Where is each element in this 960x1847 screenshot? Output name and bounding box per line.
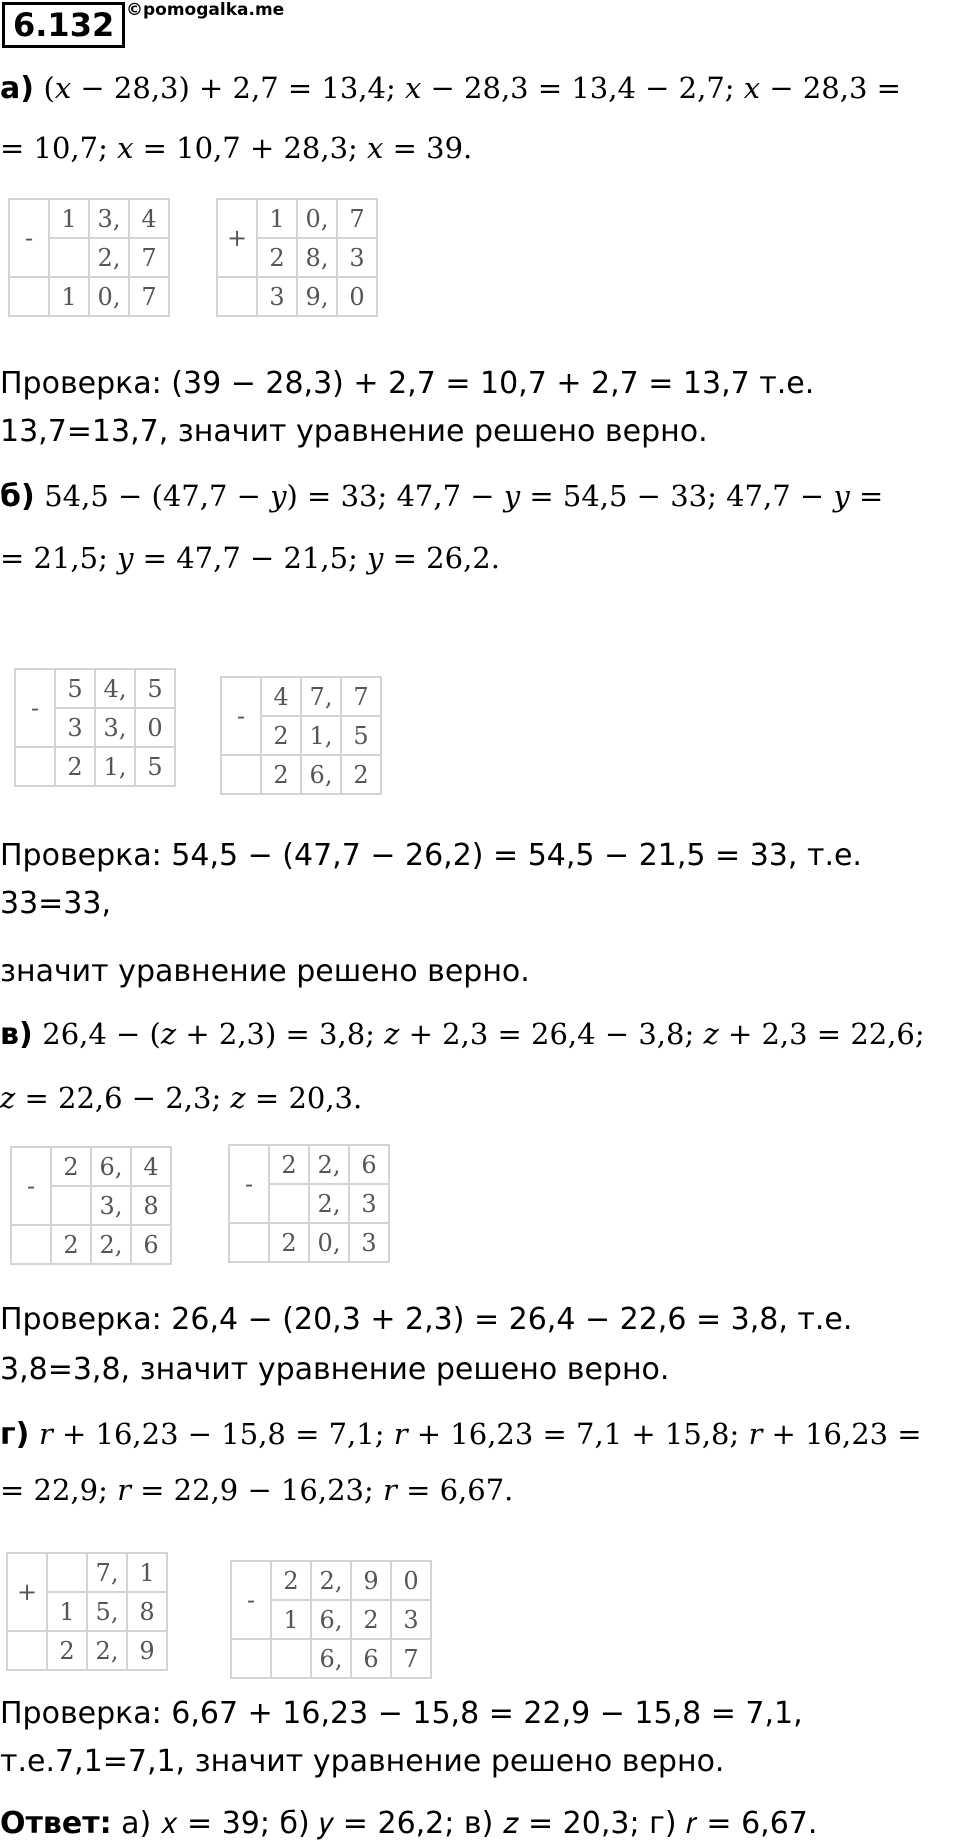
- result-cell: 2,: [87, 1631, 127, 1670]
- answer-line: [0, 1804, 817, 1844]
- part-b-math-line1: 54,5 − (47,7 − 𝑦) = 33; 47,7 − 𝑦 = 54,5 − 33; 47,7 − 𝑦 =: [44, 479, 884, 513]
- digit-cell: 2,: [309, 1184, 349, 1223]
- operator-sign: +: [7, 1553, 47, 1631]
- digit-cell: 5,: [87, 1592, 127, 1631]
- digit-cell: 7: [337, 199, 377, 238]
- digit-cell: 1: [257, 199, 297, 238]
- digit-cell: 3,: [91, 1186, 131, 1225]
- result-cell: 2: [55, 747, 95, 786]
- digit-cell: [47, 1553, 87, 1592]
- result-cell: 1,: [95, 747, 135, 786]
- part-v-equation-line1: [0, 1014, 925, 1055]
- part-g-equation-line2: = 22,9; 𝑟 = 22,9 − 16,23; 𝑟 = 6,67.: [0, 1473, 514, 1507]
- part-g-column-calc-2: [230, 1560, 432, 1679]
- part-g-label: г): [0, 1417, 30, 1452]
- part-v-math-line1: 26,4 − (𝑧 + 2,3) = 3,8; 𝑧 + 2,3 = 26,4 − 3,8; 𝑧 + 2,3 = 22,6;: [42, 1017, 925, 1051]
- digit-cell: 2,: [89, 238, 129, 277]
- digit-cell: 2: [257, 238, 297, 277]
- digit-cell: 1: [49, 199, 89, 238]
- digit-cell: [269, 1184, 309, 1223]
- digit-cell: 8: [131, 1186, 171, 1225]
- digit-cell: 0,: [297, 199, 337, 238]
- result-cell: 0,: [89, 277, 129, 316]
- result-cell: 6,: [311, 1639, 351, 1678]
- digit-cell: [51, 1186, 91, 1225]
- digit-cell: 6: [349, 1145, 389, 1184]
- part-v-column-calc-1: [10, 1146, 172, 1265]
- result-cell: 6: [351, 1639, 391, 1678]
- part-a-column-calc-1: [8, 198, 170, 317]
- part-b-check-line2: 33=33,: [0, 886, 112, 921]
- digit-cell: 1: [47, 1592, 87, 1631]
- part-v-check-line1: Проверка: 26,4 − (20,3 + 2,3) = 26,4 − 22,6 = 3,8, т.е.: [0, 1302, 853, 1337]
- part-v-label: в): [0, 1017, 33, 1052]
- operator-sign: -: [9, 199, 49, 277]
- part-g-column-calc-1: [6, 1552, 168, 1671]
- operator-sign: -: [229, 1145, 269, 1223]
- result-cell: 0: [337, 277, 377, 316]
- result-cell: 2: [51, 1225, 91, 1264]
- answer-label: Ответ:: [0, 1806, 112, 1841]
- result-cell: 3: [349, 1223, 389, 1262]
- result-cell: [271, 1639, 311, 1678]
- digit-cell: 8: [127, 1592, 167, 1631]
- result-cell: 2: [269, 1223, 309, 1262]
- part-g-math-line1: 𝑟 + 16,23 − 15,8 = 7,1; 𝑟 + 16,23 = 7,1 + 15,8; 𝑟 + 16,23 =: [38, 1417, 922, 1451]
- part-g-check-line2: т.е.7,1=7,1, значит уравнение решено верно.: [0, 1744, 725, 1779]
- result-cell: 2,: [91, 1225, 131, 1264]
- part-a-equation-line2: = 10,7; 𝑥 = 10,7 + 28,3; 𝑥 = 39.: [0, 131, 473, 165]
- part-v-check-line2: 3,8=3,8, значит уравнение решено верно.: [0, 1352, 670, 1387]
- result-cell: 2: [47, 1631, 87, 1670]
- digit-cell: 2,: [311, 1561, 351, 1600]
- part-b-check-line3: значит уравнение решено верно.: [0, 954, 530, 989]
- part-b-equation-line2: = 21,5; 𝑦 = 47,7 − 21,5; 𝑦 = 26,2.: [0, 541, 500, 575]
- digit-cell: 3: [55, 708, 95, 747]
- part-g-check-line1: Проверка: 6,67 + 16,23 − 15,8 = 22,9 − 15,8 = 7,1,: [0, 1696, 803, 1731]
- copyright-text: ©pomogalka.me: [126, 0, 285, 20]
- operator-sign: -: [15, 669, 55, 747]
- digit-cell: 1: [271, 1600, 311, 1639]
- digit-cell: 4,: [95, 669, 135, 708]
- part-g-equation-line1: [0, 1414, 922, 1455]
- result-cell: 1: [49, 277, 89, 316]
- part-b-equation-line1: [0, 476, 883, 517]
- digit-cell: 8,: [297, 238, 337, 277]
- result-cell: 7: [391, 1639, 431, 1678]
- digit-cell: 2: [269, 1145, 309, 1184]
- digit-cell: 4: [129, 199, 169, 238]
- part-b-label: б): [0, 479, 35, 514]
- part-a-math-line1: (𝑥 − 28,3) + 2,7 = 13,4; 𝑥 − 28,3 = 13,4 − 2,7; 𝑥 − 28,3 =: [43, 71, 901, 105]
- digit-cell: 3,: [89, 199, 129, 238]
- digit-cell: 4: [261, 677, 301, 716]
- digit-cell: 9: [351, 1561, 391, 1600]
- operator-sign: +: [217, 199, 257, 277]
- result-cell: 6: [131, 1225, 171, 1264]
- part-v-equation-line2: 𝑧 = 22,6 − 2,3; 𝑧 = 20,3.: [0, 1081, 363, 1115]
- digit-cell: 2: [51, 1147, 91, 1186]
- operator-sign: -: [221, 677, 261, 755]
- digit-cell: 0: [135, 708, 175, 747]
- result-cell: 2: [261, 755, 301, 794]
- digit-cell: 6,: [91, 1147, 131, 1186]
- result-cell: 0,: [309, 1223, 349, 1262]
- digit-cell: 4: [131, 1147, 171, 1186]
- digit-cell: 3: [337, 238, 377, 277]
- digit-cell: 3,: [95, 708, 135, 747]
- part-a-check-line2: 13,7=13,7, значит уравнение решено верно.: [0, 414, 708, 449]
- digit-cell: 3: [391, 1600, 431, 1639]
- digit-cell: 6,: [311, 1600, 351, 1639]
- result-cell: 9: [127, 1631, 167, 1670]
- digit-cell: 1: [127, 1553, 167, 1592]
- part-a-column-calc-2: [216, 198, 378, 317]
- digit-cell: 2: [351, 1600, 391, 1639]
- part-v-column-calc-2: [228, 1144, 390, 1263]
- digit-cell: 2: [261, 716, 301, 755]
- part-a-equation-line1: [0, 68, 901, 109]
- result-cell: 3: [257, 277, 297, 316]
- part-b-column-calc-2: [220, 676, 382, 795]
- digit-cell: 5: [341, 716, 381, 755]
- digit-cell: 2,: [309, 1145, 349, 1184]
- part-a-check-line1: Проверка: (39 − 28,3) + 2,7 = 10,7 + 2,7 = 13,7 т.е.: [0, 366, 815, 401]
- digit-cell: 0: [391, 1561, 431, 1600]
- digit-cell: 7,: [87, 1553, 127, 1592]
- part-a-label: а): [0, 71, 34, 106]
- digit-cell: [49, 238, 89, 277]
- digit-cell: 1,: [301, 716, 341, 755]
- digit-cell: 5: [55, 669, 95, 708]
- digit-cell: 5: [135, 669, 175, 708]
- operator-sign: -: [11, 1147, 51, 1225]
- result-cell: 9,: [297, 277, 337, 316]
- result-cell: 7: [129, 277, 169, 316]
- problem-number: 6.132: [2, 2, 125, 48]
- digit-cell: 7: [129, 238, 169, 277]
- result-cell: 2: [341, 755, 381, 794]
- result-cell: 6,: [301, 755, 341, 794]
- answer-text: а) 𝑥 = 39; б) 𝑦 = 26,2; в) 𝑧 = 20,3; г) 𝑟 = 6,67.: [121, 1806, 818, 1841]
- digit-cell: 7: [341, 677, 381, 716]
- digit-cell: 7,: [301, 677, 341, 716]
- part-b-check-line1: Проверка: 54,5 − (47,7 − 26,2) = 54,5 − 21,5 = 33, т.е.: [0, 838, 862, 873]
- digit-cell: 3: [349, 1184, 389, 1223]
- operator-sign: -: [231, 1561, 271, 1639]
- digit-cell: 2: [271, 1561, 311, 1600]
- part-b-column-calc-1: [14, 668, 176, 787]
- result-cell: 5: [135, 747, 175, 786]
